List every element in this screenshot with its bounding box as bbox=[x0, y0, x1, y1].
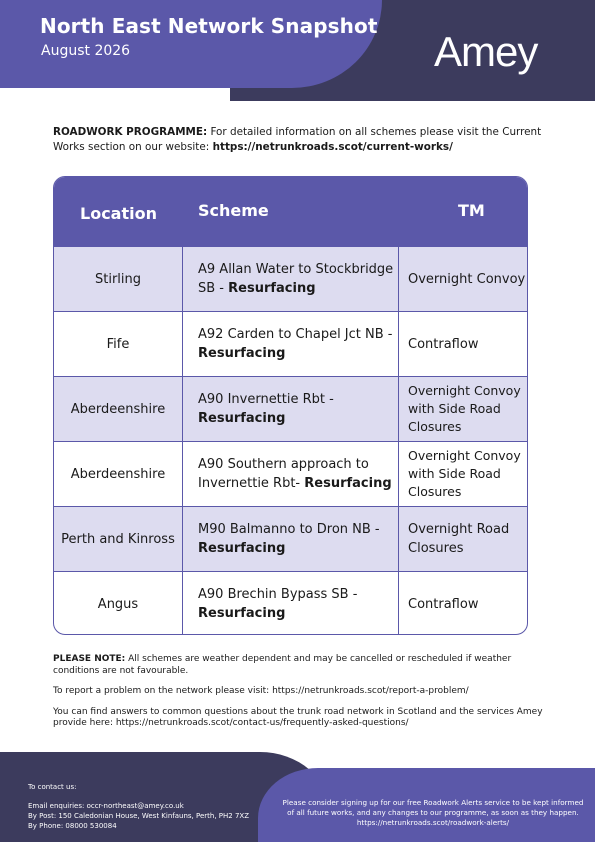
contact-details bbox=[28, 782, 268, 831]
cell-scheme: A90 Brechin Bypass SB - Resurfacing bbox=[198, 587, 358, 621]
contact-heading: To contact us: bbox=[28, 783, 77, 791]
cell-location: Stirling bbox=[94, 271, 142, 287]
table-row bbox=[54, 246, 527, 311]
notes-section bbox=[53, 654, 543, 739]
table-row bbox=[54, 571, 527, 635]
cell-scheme: M90 Balmanno to Dron NB - Resurfacing bbox=[198, 522, 380, 556]
table-row bbox=[54, 311, 527, 376]
cell-tm: Contraflow bbox=[408, 596, 479, 612]
report-problem-link[interactable]: https://netrunkroads.scot/report-a-problem/ bbox=[272, 686, 469, 696]
intro-paragraph bbox=[53, 125, 543, 155]
cell-tm: Overnight Convoy with Side Road Closures bbox=[408, 383, 521, 434]
column-divider bbox=[182, 246, 183, 634]
table-row bbox=[54, 441, 527, 506]
contact-phone: By Phone: 08000 530084 bbox=[28, 822, 117, 830]
please-note: PLEASE NOTE: All schemes are weather dependent and may be cancelled or rescheduled if weather conditions are not favourable. bbox=[53, 654, 512, 676]
cell-tm: Overnight Convoy with Side Road Closures bbox=[408, 448, 521, 499]
cell-location: Angus bbox=[97, 596, 139, 612]
header-scheme: Scheme bbox=[198, 201, 269, 220]
page-title: North East Network Snapshot bbox=[40, 14, 378, 38]
header-tm: TM bbox=[458, 201, 485, 220]
intro-text: For detailed information on all schemes please visit the Current Works section on our website: bbox=[53, 126, 542, 153]
cell-location: Perth and Kinross bbox=[61, 531, 175, 547]
cell-tm: Overnight Road Closures bbox=[408, 522, 510, 556]
faq-note: You can find answers to common questions about the trunk road network in Scotland and the services Amey provide here: https://netrunkroads.scot/contact-us/frequently-asked-questions/ bbox=[53, 706, 543, 728]
header-cutout bbox=[0, 88, 230, 108]
report-problem: To report a problem on the network please visit: https://netrunkroads.scot/report-a-problem/ bbox=[53, 686, 469, 696]
roadwork-alerts-text: Please consider signing up for our free Roadwork Alerts service to be kept informed of all future works, and any changes to our programme, as soon as they happen. https://netrunkroads.scot/roadwork-alerts/ bbox=[282, 798, 584, 827]
cell-location: Aberdeenshire bbox=[70, 466, 166, 482]
cell-scheme: A90 Invernettie Rbt - Resurfacing bbox=[198, 392, 334, 426]
faq-link[interactable]: https://netrunkroads.scot/contact-us/frequently-asked-questions/ bbox=[115, 718, 409, 728]
column-divider bbox=[398, 246, 399, 634]
table-row bbox=[54, 376, 527, 441]
contact-email[interactable]: Email enquiries: occr-northeast@amey.co.uk bbox=[28, 802, 184, 810]
table-row bbox=[54, 506, 527, 571]
cell-location: Fife bbox=[106, 336, 130, 352]
cell-tm: Contraflow bbox=[408, 336, 479, 352]
cell-scheme: A9 Allan Water to Stockbridge SB - Resurfacing bbox=[198, 262, 394, 296]
intro-label: ROADWORK PROGRAMME: bbox=[53, 126, 208, 138]
current-works-link[interactable]: https://netrunkroads.scot/current-works/ bbox=[212, 141, 453, 153]
cell-scheme: A92 Carden to Chapel Jct NB - Resurfacing bbox=[198, 327, 393, 361]
cell-tm: Overnight Convoy bbox=[408, 271, 526, 287]
amey-logo: Amey bbox=[434, 28, 538, 75]
roadwork-table bbox=[53, 176, 528, 635]
page-subtitle: August 2026 bbox=[41, 43, 131, 59]
contact-post: By Post: 150 Caledonian House, West Kinfauns, Perth, PH2 7XZ bbox=[28, 812, 249, 820]
table-header bbox=[54, 177, 527, 246]
cell-scheme: A90 Southern approach to Invernettie Rbt- Resurfacing bbox=[198, 457, 392, 491]
cell-location: Aberdeenshire bbox=[70, 401, 166, 417]
header-location: Location bbox=[80, 204, 157, 223]
